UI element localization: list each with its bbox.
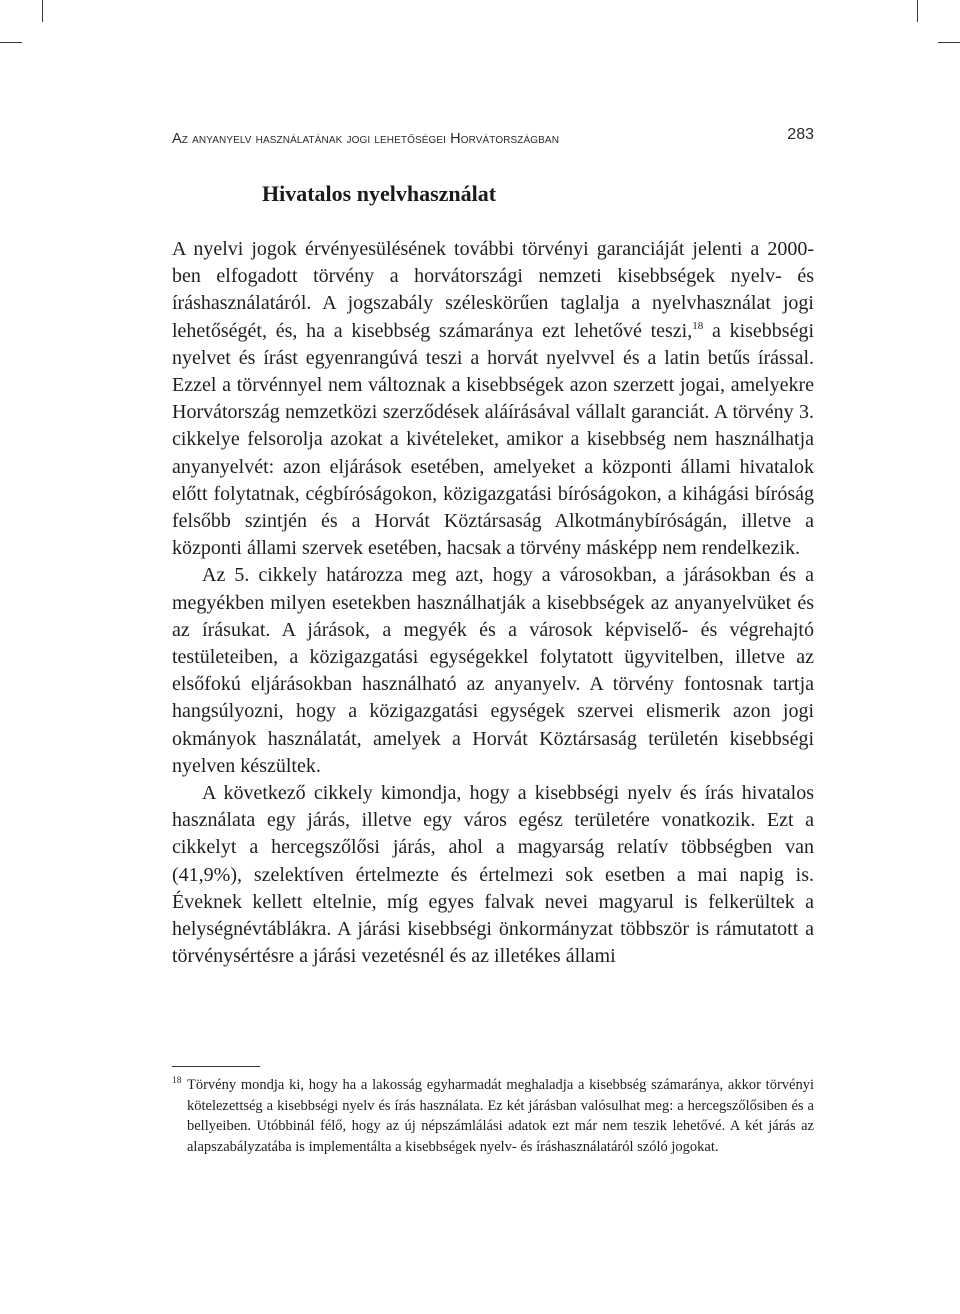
footnotes	[172, 1075, 814, 1157]
paragraph-1-text-before-ref: A nyelvi jogok érvényesülésének további törvényi garanciáját jelenti a 2000-ben elfogadott törvény a horvátországi nemzeti kisebbségek nyelv- és íráshasználatáról. A jogszabály széleskörűen taglalja a nyelvhasználat jogi lehetőségét, és, ha a kisebbség számaránya ezt lehetővé teszi,	[172, 238, 814, 342]
paragraph-1-text-after-ref: a kisebbségi nyelvet és írást egyenrangúvá teszi a horvát nyelvvel és a latin betűs írással. Ezzel a törvénnyel nem változnak a kisebbségek azon szerzett jogai, amelyekre Horvátország nemzetközi szerződések aláírásával vállalt garanciát. A törvény 3. cikkelye felsorolja azokat a kivételeket, amikor a kisebbség nem használhatja anyanyelvét: azon eljárások esetében, amelyeket a központi állami hivatalok előtt folytatnak, cégbíróságokon, közigazgatási bíróságokon, a kihágási bíróság felsőbb szintjén és a Horvát Köztársaság Alkotmánybíróságán, illetve a központi állami szervek esetében, hacsak a törvény másképp nem rendelkezik.	[172, 319, 814, 560]
running-head	[172, 126, 814, 147]
paragraph-3: A következő cikkely kimondja, hogy a kisebbségi nyelv és írás hivatalos használata egy járás, illetve egy város egész területére vonatkozik. Ezt a cikkelyt a hercegszőlősi járás, ahol a magyarság relatív többségben van (41,9%), szelektíven értelmezte és értelmezi sok esetben a mai napig is. Éveknek kellett eltelnie, míg egyes falvak nevei magyarul is felkerültek a helységnévtáblákra. A járási kisebbségi önkormányzat többször is rámutatott a törvénysértésre a járási vezetésnél és az illetékes állami	[172, 782, 814, 968]
running-title: Az anyanyelv használatának jogi lehetőségei Horvátországban	[172, 131, 560, 147]
page-number: 283	[787, 126, 814, 143]
crop-mark-top-left-horizontal	[0, 42, 22, 43]
paragraph-2: Az 5. cikkely határozza meg azt, hogy a városokban, a járásokban és a megyékben milyen esetekben használhatják a kisebbségek az anyanyelvüket és az írásukat. A járások, a megyék és a városok képviselő- és végrehajtó testületeiben, a közigazgatási egységekkel folytatott ügyvitelben, illetve az elsőfokú eljárásokban használható az anyanyelv. A törvény fontosnak tartja hangsúlyozni, hogy a közigazgatási egységek szervei elismerik azon jogi okmányok használatát, amelyek a Horvát Köztársaság területén kisebbségi nyelven készültek.	[172, 564, 814, 777]
body-text	[172, 236, 814, 970]
crop-mark-top-right-horizontal	[938, 42, 960, 43]
paragraph-1	[172, 236, 814, 562]
crop-mark-top-left-vertical	[42, 0, 43, 22]
footnote-rule	[172, 1066, 260, 1067]
footnote-text: Törvény mondja ki, hogy ha a lakosság egyharmadát meghaladja a kisebbség számaránya, akkor törvényi kötelezettség a kisebbségi nyelv és írás használata. Ez két járásban valósulhat meg: a hercegszőlősiben és a bellyeiben. Utóbbinál félő, hogy az új népszámlálási adatok ezt már nem teszik lehetővé. A két járás az alapszabályzatába is implementálta a kisebbségek nyelv- és íráshasználatáról szóló jogokat.	[187, 1077, 814, 1155]
footnote-18	[172, 1075, 814, 1157]
footnote-reference[interactable]: 18	[692, 319, 704, 332]
footnote-number: 18	[172, 1076, 182, 1086]
section-heading: Hivatalos nyelvhasználat	[262, 181, 497, 206]
crop-mark-top-right-vertical	[917, 0, 918, 22]
